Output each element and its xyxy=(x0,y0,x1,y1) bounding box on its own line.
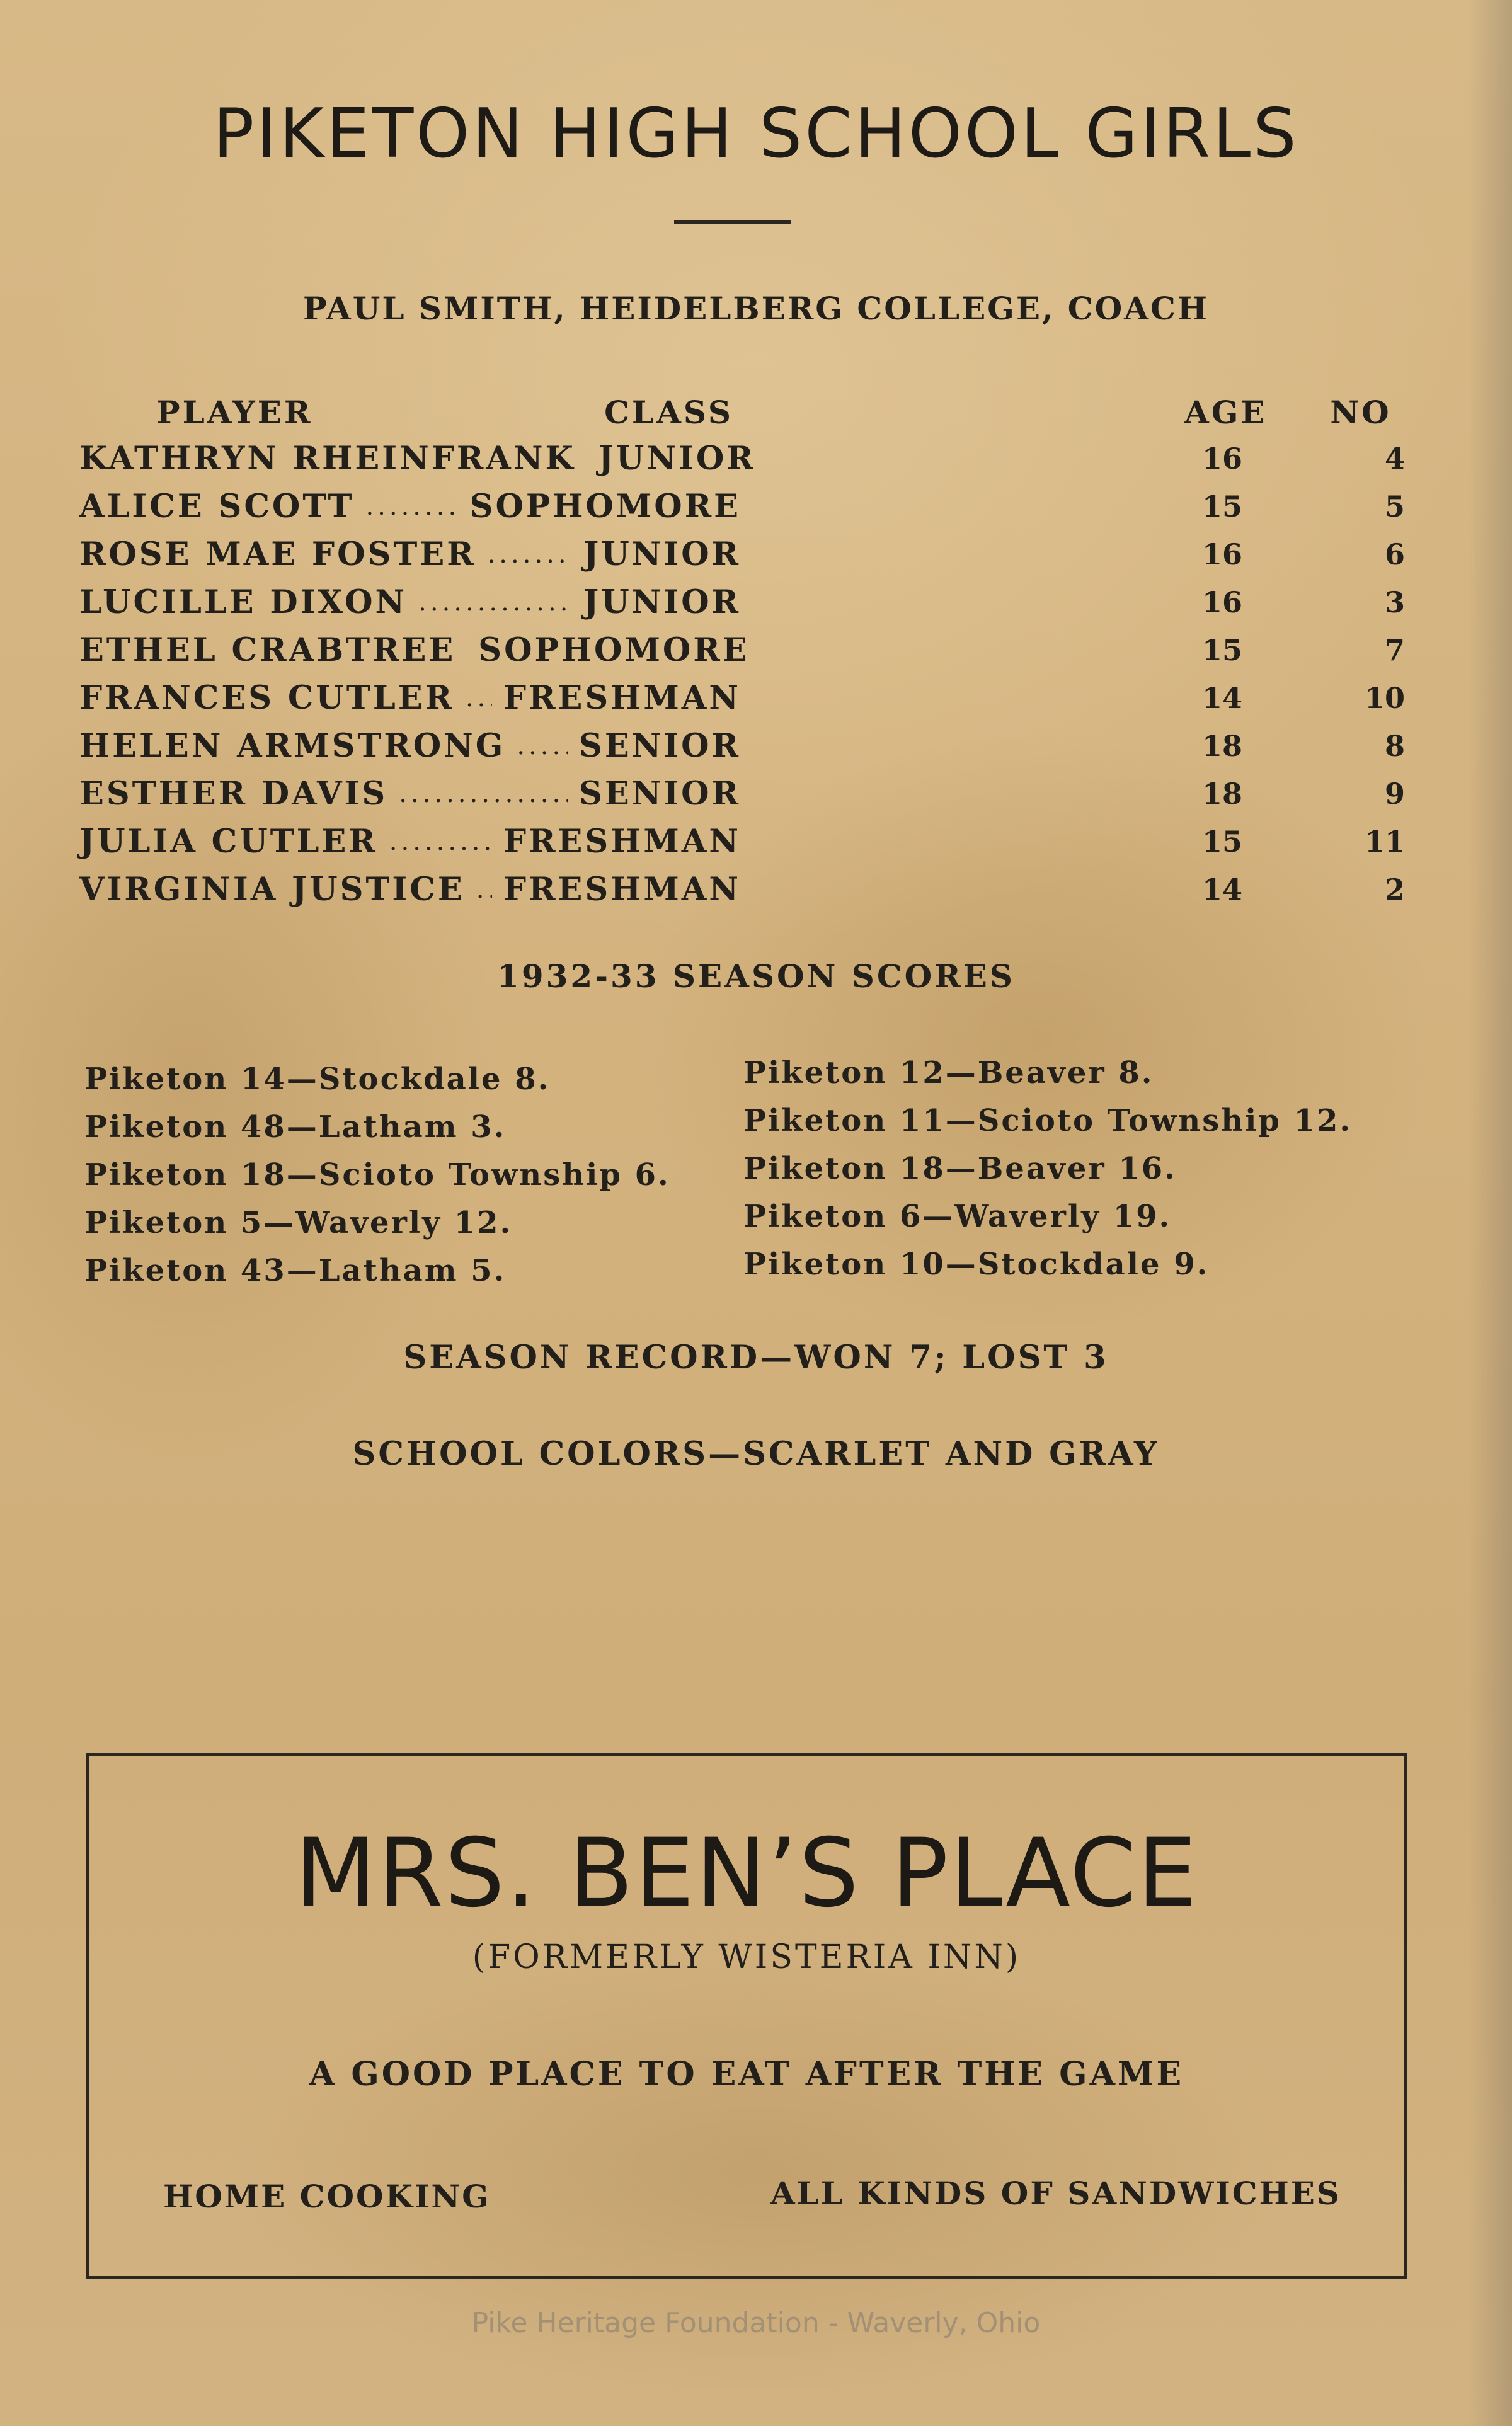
score-line: Piketon 10—Stockdale 9. xyxy=(743,1247,1210,1282)
player-number: 9 xyxy=(1384,777,1405,811)
header-class: CLASS xyxy=(604,394,733,431)
score-line: Piketon 12—Beaver 8. xyxy=(743,1055,1154,1090)
player-number: 10 xyxy=(1364,681,1405,715)
leader-dots xyxy=(517,731,568,760)
player-class: JUNIOR xyxy=(598,440,756,478)
player-class: SENIOR xyxy=(579,775,741,813)
school-colors: SCHOOL COLORS—SCARLET AND GRAY xyxy=(352,1435,1160,1473)
leader-dots xyxy=(365,492,458,521)
watermark-credit: Pike Heritage Foundation - Waverly, Ohio xyxy=(471,2307,1041,2339)
season-record: SEASON RECORD—WON 7; LOST 3 xyxy=(403,1339,1109,1376)
roster-row xyxy=(0,770,1512,818)
page-edge-shadow xyxy=(1468,0,1512,2426)
player-number: 8 xyxy=(1384,729,1405,763)
player-name: FRANCES CUTLER xyxy=(79,679,454,717)
player-age: 15 xyxy=(1201,633,1242,667)
ad-title: MRS. BEN’S PLACE xyxy=(295,1819,1198,1928)
leader-dots xyxy=(476,875,492,904)
leader-dots xyxy=(488,540,573,569)
player-age: 14 xyxy=(1201,873,1242,907)
player-name: VIRGINIA JUSTICE xyxy=(79,871,465,908)
header-age: AGE xyxy=(1184,394,1268,431)
roster-row xyxy=(0,626,1512,674)
score-line: Piketon 11—Scioto Township 12. xyxy=(743,1103,1353,1138)
header-player: PLAYER xyxy=(156,394,313,431)
roster-row xyxy=(0,530,1512,578)
player-class: JUNIOR xyxy=(583,583,741,621)
player-age: 16 xyxy=(1201,585,1242,619)
coach-line: PAUL SMITH, HEIDELBERG COLLEGE, COACH xyxy=(302,290,1209,327)
roster-row xyxy=(0,483,1512,530)
player-age: 16 xyxy=(1201,537,1242,571)
title-divider xyxy=(674,220,791,224)
score-line: Piketon 48—Latham 3. xyxy=(84,1109,507,1145)
player-name: ALICE SCOTT xyxy=(79,488,355,525)
player-age: 15 xyxy=(1201,825,1242,859)
page-title: PIKETON HIGH SCHOOL GIRLS xyxy=(213,94,1299,173)
player-class: SOPHOMORE xyxy=(478,631,750,669)
score-line: Piketon 18—Beaver 16. xyxy=(743,1151,1177,1186)
header-no: NO xyxy=(1330,394,1392,431)
player-name: LUCILLE DIXON xyxy=(79,583,408,621)
player-class: FRESHMAN xyxy=(503,871,741,908)
player-name: ESTHER DAVIS xyxy=(79,775,388,813)
ad-home-cooking: HOME COOKING xyxy=(163,2178,491,2215)
player-age: 15 xyxy=(1201,489,1242,524)
ad-subtitle: (FORMERLY WISTERIA INN) xyxy=(472,1938,1021,1976)
player-number: 7 xyxy=(1384,633,1405,667)
roster-row xyxy=(0,818,1512,866)
season-scores-heading: 1932-33 SEASON SCORES xyxy=(497,958,1015,995)
ad-tagline: A GOOD PLACE TO EAT AFTER THE GAME xyxy=(309,2055,1184,2093)
roster-row xyxy=(0,866,1512,913)
roster-row xyxy=(0,578,1512,626)
score-line: Piketon 6—Waverly 19. xyxy=(743,1199,1172,1234)
player-name: ROSE MAE FOSTER xyxy=(79,535,476,573)
ad-sandwiches: ALL KINDS OF SANDWICHES xyxy=(770,2175,1341,2212)
leader-dots xyxy=(418,588,572,617)
player-number: 3 xyxy=(1384,585,1405,619)
player-number: 11 xyxy=(1364,825,1405,859)
player-number: 2 xyxy=(1384,873,1405,907)
player-name: HELEN ARMSTRONG xyxy=(79,727,506,765)
leader-dots xyxy=(389,827,492,856)
player-class: FRESHMAN xyxy=(503,679,741,717)
player-age: 18 xyxy=(1201,777,1242,811)
player-age: 14 xyxy=(1201,681,1242,715)
roster-row xyxy=(0,722,1512,770)
player-name: ETHEL CRABTREE xyxy=(79,631,456,669)
player-class: SOPHOMORE xyxy=(469,488,741,525)
roster-row xyxy=(0,435,1512,483)
player-number: 5 xyxy=(1384,489,1405,524)
player-class: JUNIOR xyxy=(583,535,741,573)
score-line: Piketon 5—Waverly 12. xyxy=(84,1205,513,1240)
scores-left-column xyxy=(84,1055,670,1295)
leader-dots xyxy=(466,684,492,712)
player-age: 18 xyxy=(1201,729,1242,763)
advertisement-box xyxy=(86,1753,1407,2279)
player-name: JULIA CUTLER xyxy=(79,823,378,861)
score-line: Piketon 18—Scioto Township 6. xyxy=(84,1157,670,1193)
player-class: SENIOR xyxy=(579,727,741,765)
player-class: FRESHMAN xyxy=(503,823,741,861)
scores-right-column xyxy=(743,1049,1352,1288)
roster-row xyxy=(0,674,1512,722)
leader-dots xyxy=(399,779,568,808)
player-number: 6 xyxy=(1384,537,1405,571)
player-name: KATHRYN RHEINFRANK xyxy=(79,440,576,478)
player-age: 16 xyxy=(1201,442,1242,476)
score-line: Piketon 43—Latham 5. xyxy=(84,1253,507,1288)
score-line: Piketon 14—Stockdale 8. xyxy=(84,1061,551,1097)
player-number: 4 xyxy=(1384,442,1405,476)
